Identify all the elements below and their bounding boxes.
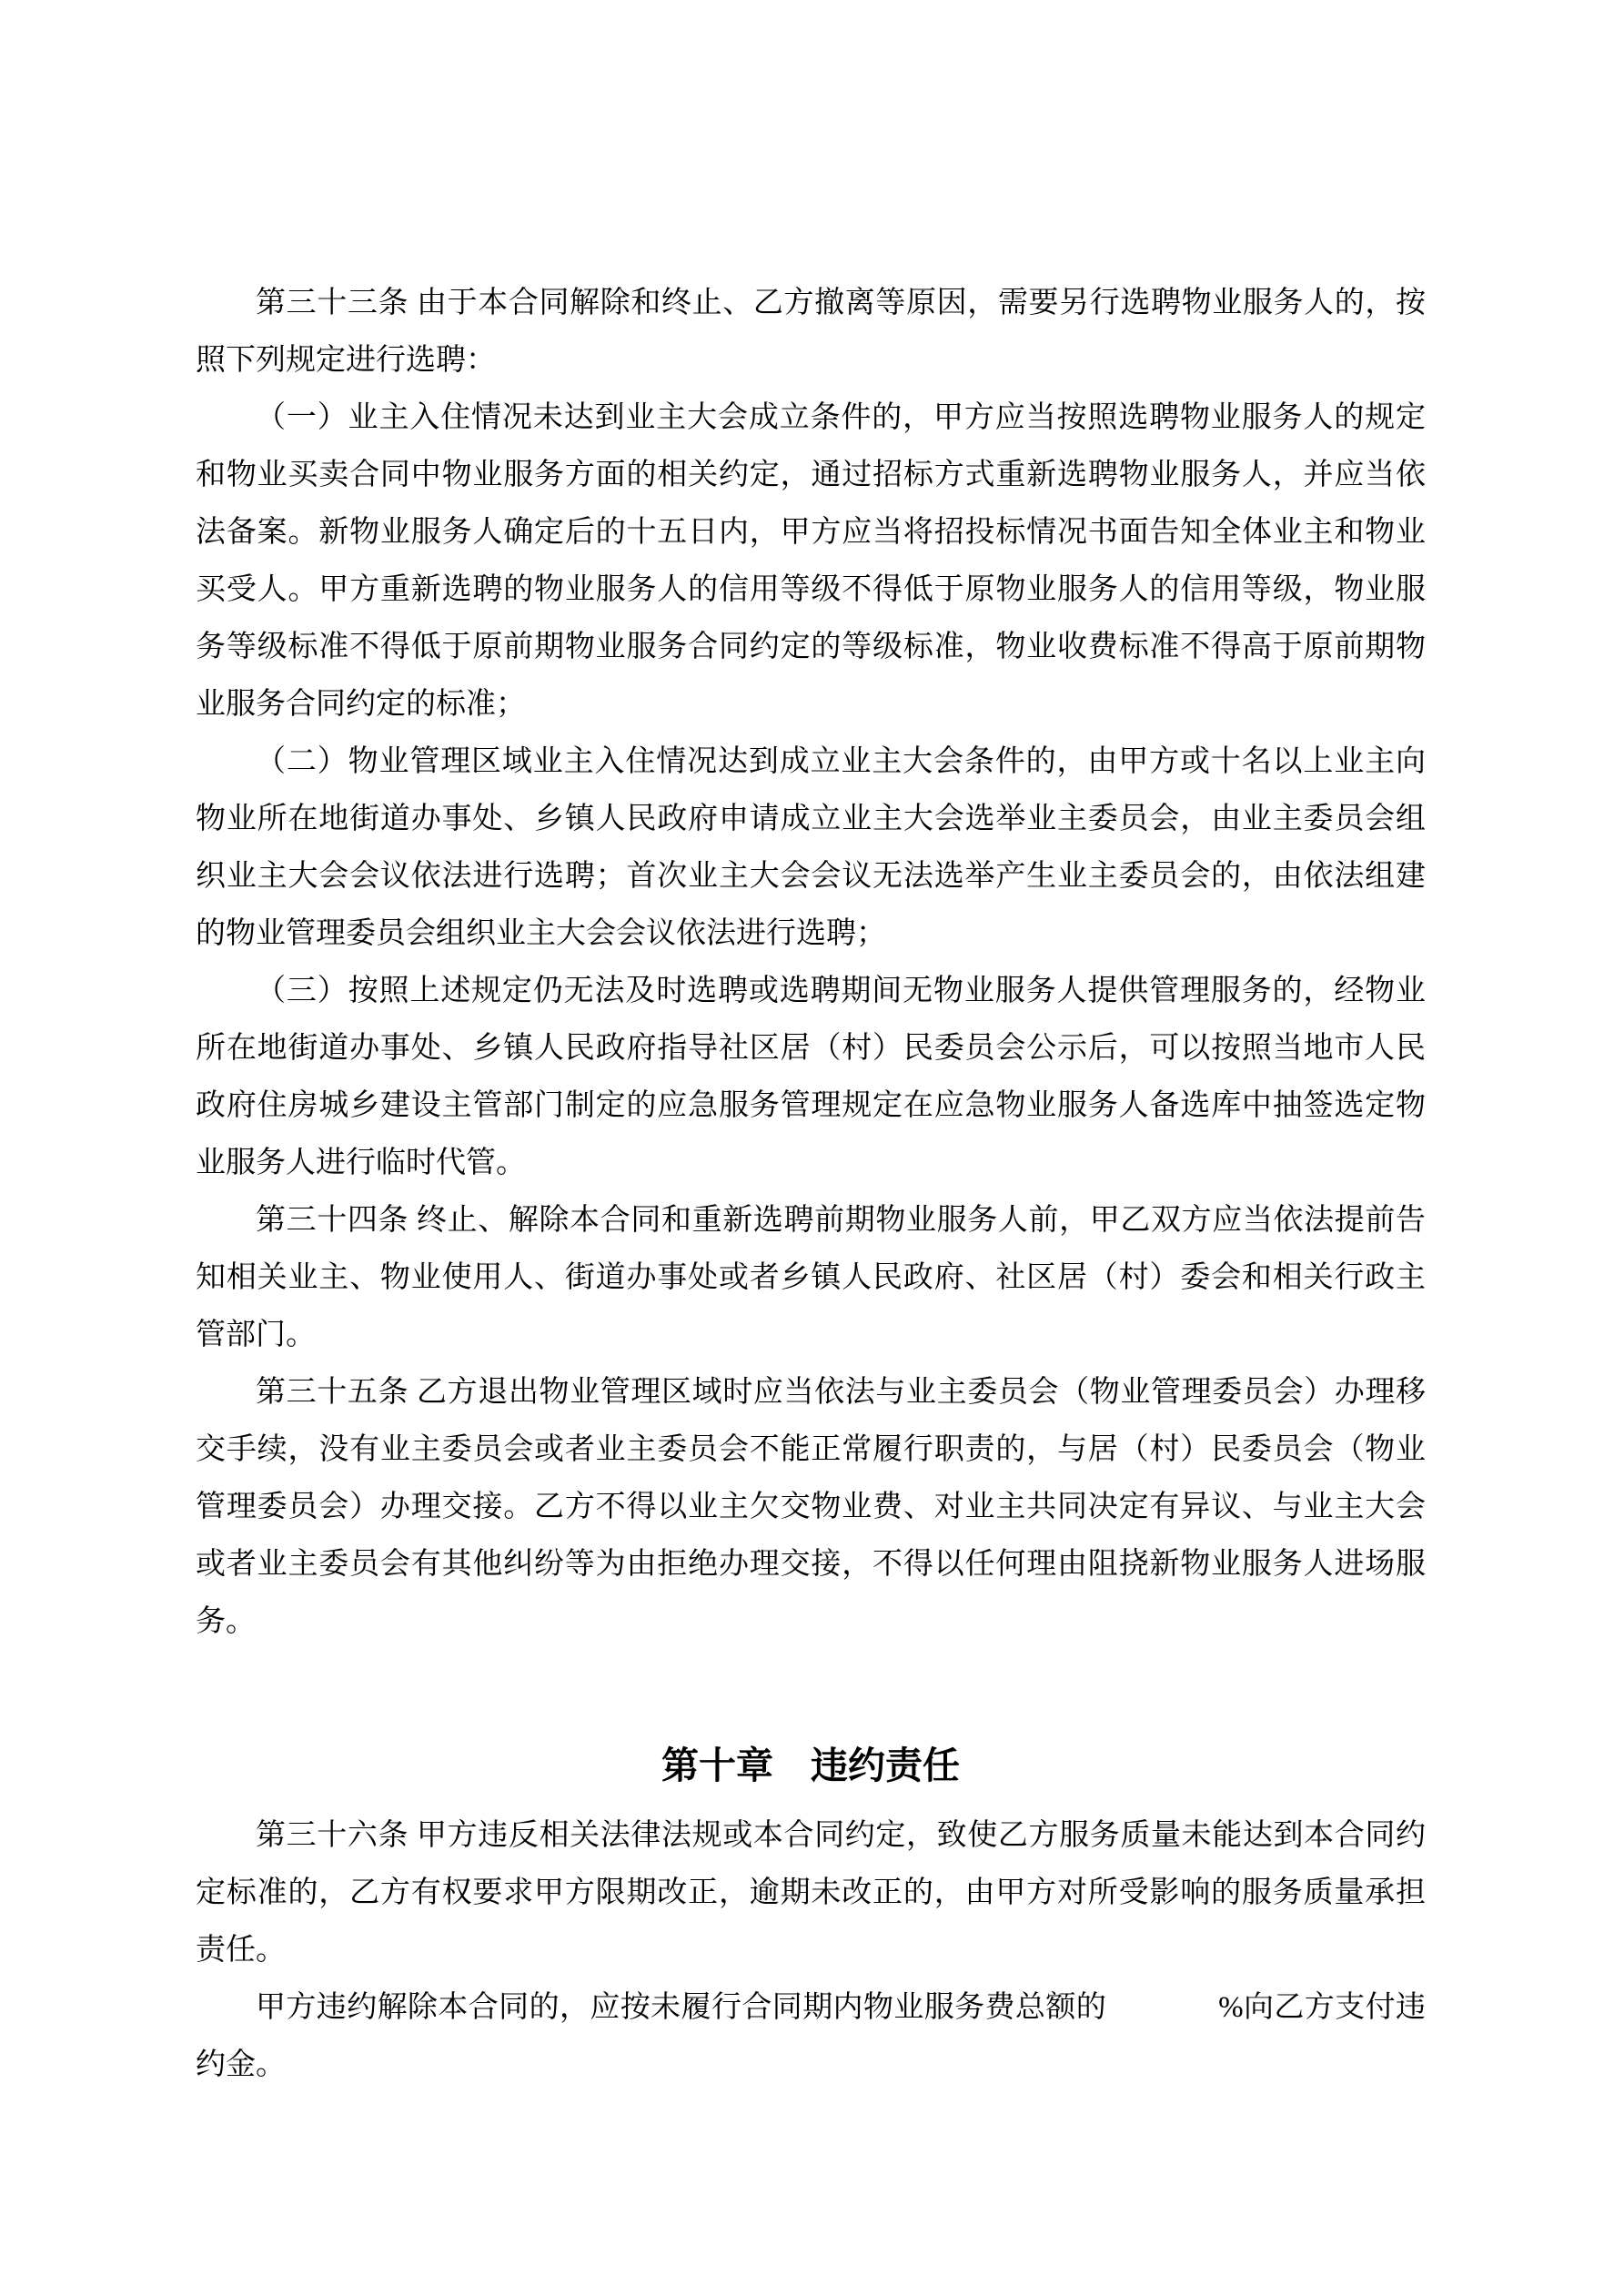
chapter-10-heading: 第十章 违约责任 bbox=[661, 1745, 960, 1786]
clause-33-item-1: （一）业主入住情况未达到业主大会成立条件的，甲方应当按照选聘物业服务人的规定和物业买卖合同中物业服务方面的相关约定，通过招标方式重新选聘物业服务人，并应当依法备案。新物业服务人确定后的十五日内，甲方应当将招投标情况书面告知全体业主和物业买受人。甲方重新选聘的物业服务人的信用等级不得低于原物业服务人的信用等级，物业服务等级标准不得低于原前期物业服务合同约定的等级标准，物业收费标准不得高于原前期物业服务合同约定的标准； bbox=[196, 401, 1426, 721]
penalty-clause-paragraph bbox=[196, 1979, 1426, 2094]
clause-33-item-3: （三）按照上述规定仍无法及时选聘或选聘期间无物业服务人提供管理服务的，经物业所在地街道办事处、乡镇人民政府指导社区居（村）民委员会公示后，可以按照当地市人民政府住房城乡建设主管部门制定的应急服务管理规定在应急物业服务人备选库中抽签选定物业服务人进行临时代管。 bbox=[196, 975, 1426, 1179]
clause-33-item-2: （二）物业管理区域业主入住情况达到成立业主大会条件的，由甲方或十名以上业主向物业所在地街道办事处、乡镇人民政府申请成立业主大会选举业主委员会，由业主委员会组织业主大会会议依法进行选聘；首次业主大会会议无法选举产生业主委员会的，由依法组建的物业管理委员会组织业主大会会议依法进行选聘； bbox=[196, 745, 1426, 950]
clause-33-paragraph: 第三十三条 由于本合同解除和终止、乙方撤离等原因，需要另行选聘物业服务人的，按照下列规定进行选聘： bbox=[196, 287, 1426, 377]
penalty-clause-pre-text: 甲方违约解除本合同的，应按未履行合同期内物业服务费总额的 bbox=[256, 1991, 1107, 2024]
clause-34-paragraph: 第三十四条 终止、解除本合同和重新选聘前期物业服务人前，甲乙双方应当依法提前告知相关业主、物业使用人、街道办事处或者乡镇人民政府、社区居（村）委会和相关行政主管部门。 bbox=[196, 1204, 1426, 1351]
clause-35-paragraph: 第三十五条 乙方退出物业管理区域时应当依法与业主委员会（物业管理委员会）办理移交手续，没有业主委员会或者业主委员会不能正常履行职责的，与居（村）民委员会（物业管理委员会）办理交接。乙方不得以业主欠交物业费、对业主共同决定有异议、与业主大会或者业主委员会有其他纠纷等为由拒绝办理交接，不得以任何理由阻挠新物业服务人进场服务。 bbox=[196, 1376, 1426, 1638]
clause-36-paragraph: 第三十六条 甲方违反相关法律法规或本合同约定，致使乙方服务质量未能达到本合同约定标准的，乙方有权要求甲方限期改正，逾期未改正的，由甲方对所受影响的服务质量承担责任。 bbox=[196, 1819, 1426, 1967]
penalty-clause-post-text: %向乙方支付违约金。 bbox=[196, 1991, 1426, 2081]
percentage-blank-field bbox=[1106, 2016, 1218, 2017]
contract-body bbox=[196, 275, 1426, 2094]
